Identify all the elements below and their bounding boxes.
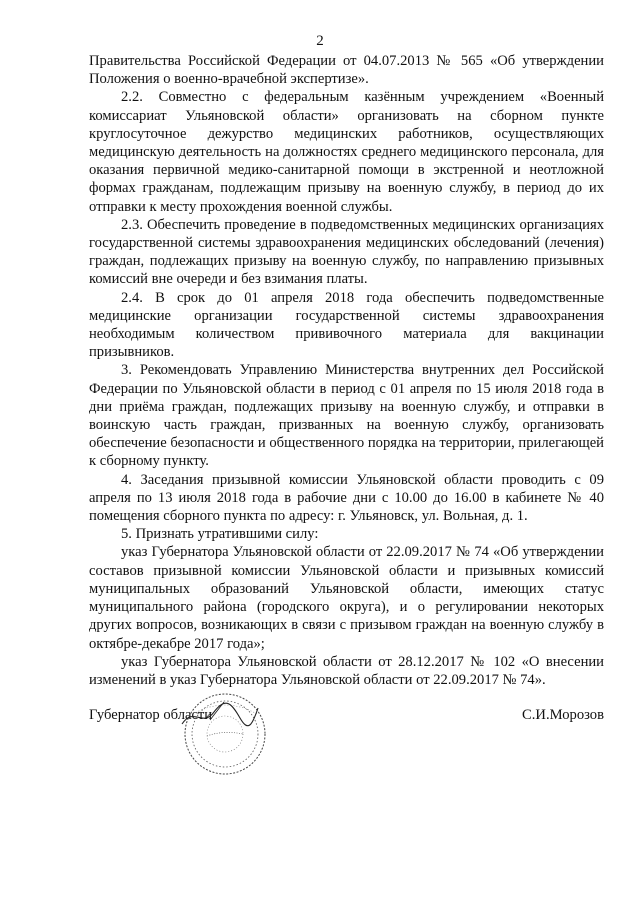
paragraph-2-3: 2.3. Обеспечить проведение в подведомственных медицинских организациях государственной системы здравоохранения медицинских обследований (лечения) граждан, подлежащих призыву на военную службу, по направлению призывных комиссий вне очереди и без взимания платы. [89,216,604,288]
paragraph-4: 4. Заседания призывной комиссии Ульяновской области проводить с 09 апреля по 13 июля 2018 года в рабочие дни с 10.00 до 16.00 в кабинете № 40 помещения сборного пункта по адресу: г. Ульяновск, ул. Вольная, д. 1. [89,471,604,525]
handwritten-signature [180,700,260,730]
document-body [89,52,604,689]
paragraph-5: 5. Признать утратившими силу: [121,526,319,543]
signature-block [89,706,604,726]
repealed-decree-74: указ Губернатора Ульяновской области от 22.09.2017 № 74 «Об утверждении составов призывной комиссии Ульяновской области и призывных комиссий муниципальных образований Ульяновской области, имеющих статус муниципального района (городского округа), и о регулировании некоторых других вопросов, возникающих в связи с призывом граждан на военную службу в октябре-декабре 2017 года»; [89,544,604,652]
repealed-decree-102: указ Губернатора Ульяновской области от 28.12.2017 № 102 «О внесении изменений в указ Губернатора Ульяновской области от 22.09.2017 № 74». [89,653,604,688]
paragraph-2-4: 2.4. В срок до 01 апреля 2018 года обеспечить подведомственные медицинские организации государственной системы здравоохранения необходимым количеством прививочного материала для вакцинации призывников. [89,289,604,361]
paragraph-continuation: Правительства Российской Федерации от 04.07.2013 № 565 «Об утверждении Положения о военно-врачебной экспертизе». [89,53,604,88]
page-number: 2 [316,33,324,49]
signatory-name: С.И.Морозов [522,707,604,723]
paragraph-2-2: 2.2. Совместно с федеральным казённым учреждением «Военный комиссариат Ульяновской области» организовать на сборном пункте круглосуточное дежурство медицинских работников, осуществляющих медицинскую деятельность на должностях среднего медицинского персонала, для оказания первичной медико-санитарной помощи в экстренной и неотложной формах гражданам, подлежащим призыву на военную службу, в период до их отправки к месту прохождения военной службы. [89,89,604,215]
paragraph-3: 3. Рекомендовать Управлению Министерства внутренних дел Российской Федерации по Ульяновской области в период с 01 апреля по 15 июля 2018 года в дни приёма граждан, подлежащих призыву на военную службу, и отправки в воинскую часть граждан, призванных на военную службу, организовать обеспечение безопасности и общественного порядка на территории, прилегающей к сборному пункту. [89,362,604,470]
signatory-title: Губернатор области [89,707,213,723]
